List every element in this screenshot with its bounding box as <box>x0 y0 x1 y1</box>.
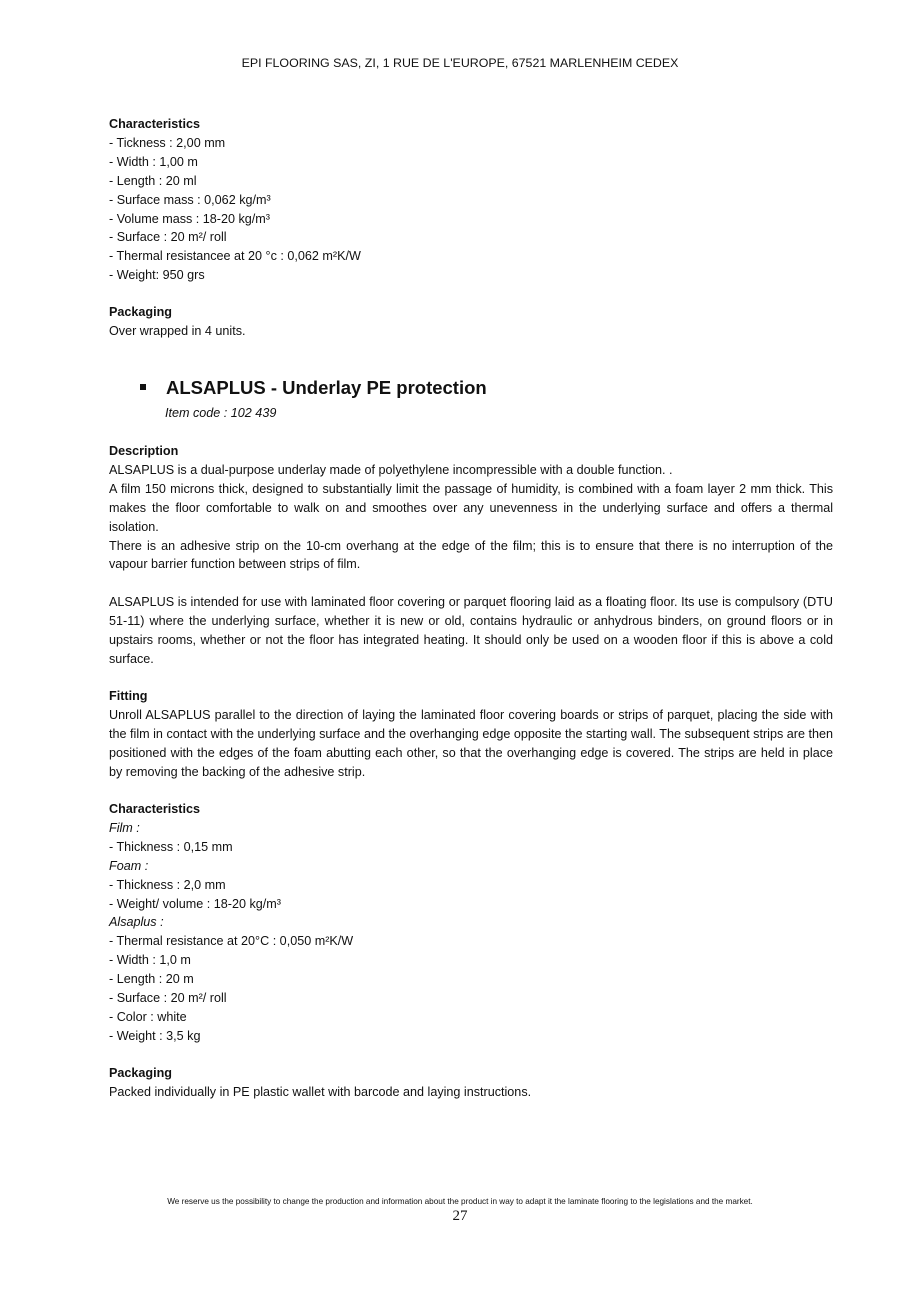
description-section <box>109 442 833 669</box>
char-item: - Weight : 3,5 kg <box>109 1028 201 1043</box>
description-paragraph: ALSAPLUS is a dual-purpose underlay made of polyethylene incompressible with a double function. . <box>109 462 673 477</box>
fitting-text: Unroll ALSAPLUS parallel to the direction of laying the laminated floor covering boards or strips of parquet, placing the side with the film in contact with the underlying surface and the overhanging edge opposite the starting wall. The subsequent strips are then positioned with the edges of the foam abutting each other, so that the overhanging edge is covered. The strips are held in place by removing the backing of the adhesive strip. <box>109 707 833 779</box>
section1-characteristics <box>109 115 833 285</box>
bullet-icon <box>140 384 146 390</box>
packaging-heading: Packaging <box>109 1066 172 1080</box>
description-paragraph: A film 150 microns thick, designed to substantially limit the passage of humidity, is combined with a foam layer 2 mm thick. This makes the floor comfortable to walk on and smoothes over any unevenness in the underlying surface and offers a thermal isolation. <box>109 481 833 534</box>
film-label: Film : <box>109 820 140 835</box>
item-code: Item code : 102 439 <box>165 406 277 420</box>
packaging-text: Over wrapped in 4 units. <box>109 323 246 338</box>
description-heading: Description <box>109 444 179 458</box>
product-characteristics <box>109 800 833 1046</box>
packaging-heading: Packaging <box>109 305 172 319</box>
foam-label: Foam : <box>109 858 149 873</box>
product-title <box>140 376 487 400</box>
product-title-text: ALSAPLUS - Underlay PE protection <box>166 377 487 398</box>
char-item: - Surface : 20 m²/ roll <box>109 991 227 1006</box>
char-item: - Width : 1,0 m <box>109 953 191 968</box>
char-item: - Thermal resistance at 20°C : 0,050 m²K/W <box>109 934 354 949</box>
packaging-text: Packed individually in PE plastic wallet with barcode and laying instructions. <box>109 1084 532 1099</box>
char-item: - Thickness : 2,0 mm <box>109 877 226 892</box>
char-item: - Width : 1,00 m <box>109 154 198 169</box>
characteristics-heading: Characteristics <box>109 117 201 131</box>
char-item: - Thickness : 0,15 mm <box>109 839 233 854</box>
page-header: EPI FLOORING SAS, ZI, 1 RUE DE L'EUROPE, 67521 MARLENHEIM CEDEX <box>241 56 679 70</box>
char-item: - Length : 20 m <box>109 972 194 987</box>
product-packaging <box>109 1064 833 1102</box>
char-item: - Thermal resistancee at 20 °c : 0,062 m²K/W <box>109 249 361 264</box>
characteristics-heading: Characteristics <box>109 802 201 816</box>
footer-disclaimer: We reserve us the possibility to change the production and information about the product in way to adapt it the laminate flooring to the legislations and the market. <box>167 1197 753 1206</box>
description-paragraph: ALSAPLUS is intended for use with laminated floor covering or parquet flooring laid as a floating floor. Its use is compulsory (DTU 51-11) where the underlying surface, whether it is new or old, contains hydraulic or anhydrous binders, on ground floors or in upstairs rooms, whether or not the floor has integrated heating. It should only be used on a wooden floor if this is above a cold surface. <box>109 595 833 666</box>
alsaplus-label: Alsaplus : <box>109 915 164 930</box>
char-item: - Surface mass : 0,062 kg/m³ <box>109 192 271 207</box>
char-item: - Length : 20 ml <box>109 173 197 188</box>
fitting-heading: Fitting <box>109 689 148 703</box>
fitting-section <box>109 687 833 782</box>
char-item: - Weight/ volume : 18-20 kg/m³ <box>109 896 281 911</box>
description-paragraph: There is an adhesive strip on the 10-cm overhang at the edge of the film; this is to ensure that there is no interruption of the vapour barrier function between strips of film. <box>109 538 833 572</box>
char-item: - Weight: 950 grs <box>109 268 205 283</box>
char-item: - Tickness : 2,00 mm <box>109 135 226 150</box>
page-number: 27 <box>452 1208 468 1224</box>
char-item: - Surface : 20 m²/ roll <box>109 230 227 245</box>
char-item: - Color : white <box>109 1009 187 1024</box>
section1-packaging <box>109 303 833 341</box>
char-item: - Volume mass : 18-20 kg/m³ <box>109 211 270 226</box>
